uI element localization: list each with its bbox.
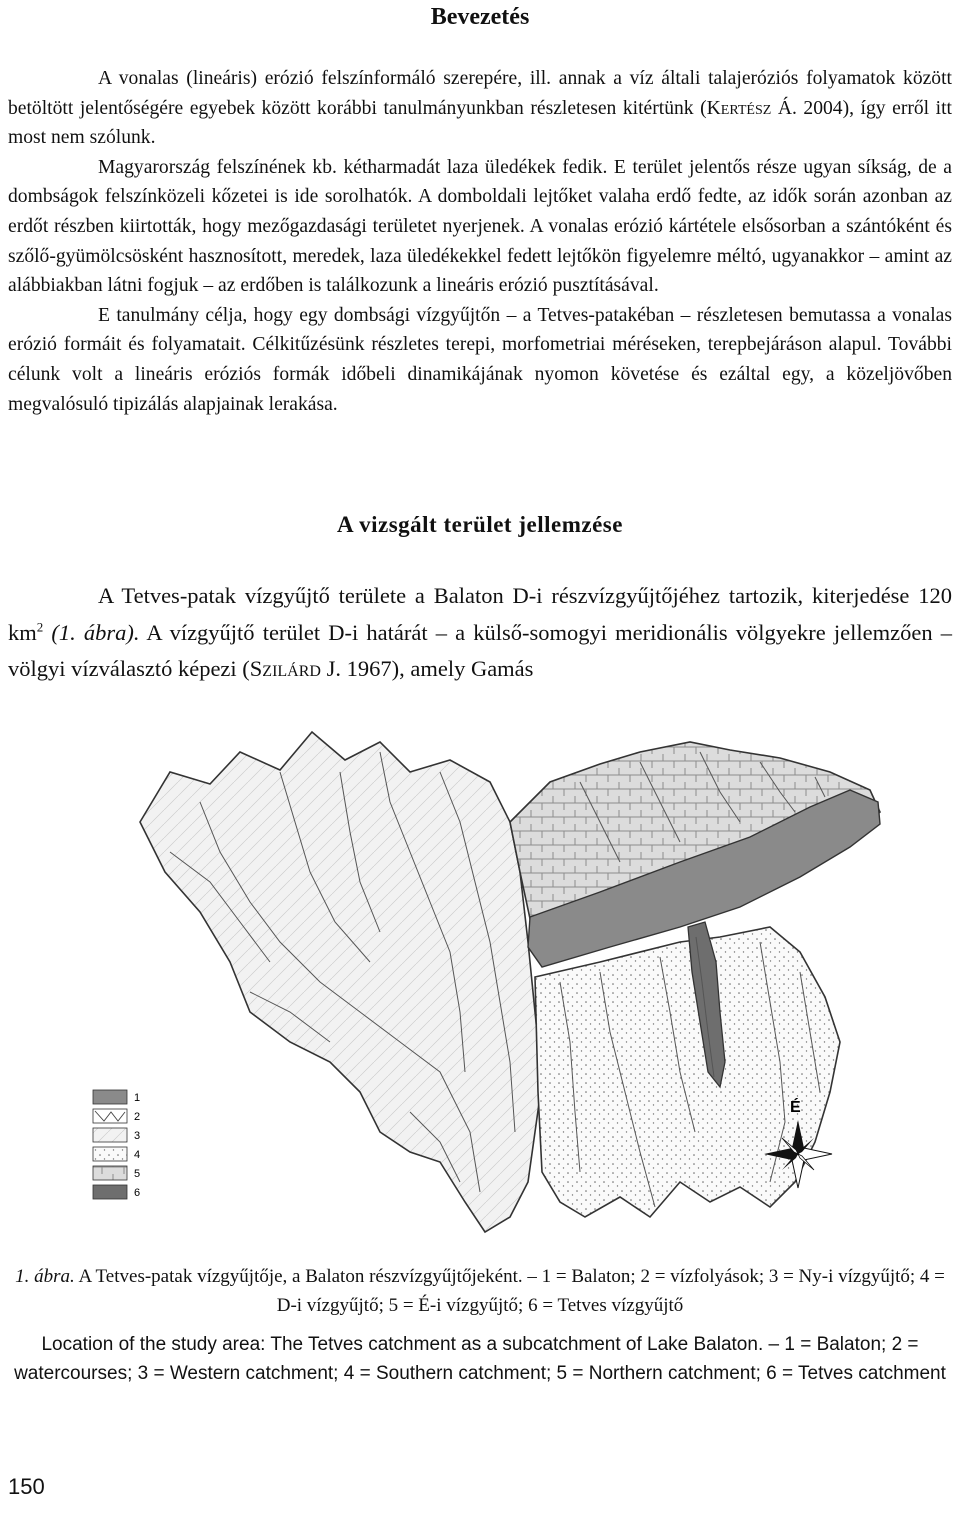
catchment-map-figure (80, 712, 890, 1242)
legend-swatch-balaton (93, 1090, 127, 1104)
intro-paragraph-3: E tanulmány célja, hogy egy dombsági vízgyűjtőn – a Tetves-patakéban – részletesen bemutassa a vonalas erózió formáit és folyamatait. Célkitűzésünk részletes terepi, morfometriai méréseken, terepbejáráson alapul. További célunk volt a lineáris eróziós formák időbeli dinamikájának nyomon követése és ezáltal egy, a közeljövőben megvalósuló tipizálás alapjainak lerakása. (8, 304, 952, 415)
southern-catchment (535, 927, 840, 1217)
study-area-t1: A Tetves-patak vízgyűjtő területe a Balaton D-i részvízgyűjtőjéhez tartozik, kiterjedése 120 km (8, 583, 952, 645)
study-area-t2: A vízgyűjtő terület D-i határát – a külső-somogyi meridionális völgyekre jellemzően – völgyi vízválasztó képezi ( (8, 619, 952, 681)
study-area-author: Szilárd (249, 656, 321, 681)
western-catchment (140, 732, 542, 1232)
caption-label: 1. ábra. (15, 1266, 75, 1287)
catchment-map (80, 712, 890, 1242)
study-area-text (8, 578, 952, 688)
legend-label-6: 6 (134, 1187, 141, 1199)
legend-swatch-watercourses (93, 1109, 127, 1123)
legend-swatch-tetves (93, 1185, 127, 1199)
intro-text (8, 64, 952, 419)
legend (93, 1090, 140, 1199)
legend-label-1: 1 (134, 1092, 141, 1104)
heading-intro: Bevezetés (430, 4, 530, 30)
figure-caption-hungarian (8, 1262, 952, 1320)
intro-p1-text: A vonalas (lineáris) erózió felszínformáló szerepére, ill. annak a víz általi talajeróziós folyamatok között betöltött jelentőségére egyebek között korábbi tanulmányunkban részletesen kitértünk ( (8, 68, 952, 119)
figure-ref: (1. ábra). (43, 619, 140, 645)
intro-p1-author: Kertész (706, 97, 772, 119)
legend-label-2: 2 (134, 1111, 141, 1123)
caption-text: A Tetves-patak vízgyűjtője, a Balaton részvízgyűjtőjeként. – 1 = Balaton; 2 = vízfolyások; 3 = Ny-i vízgyűjtő; 4 = D-i vízgyűjtő; 5 = É-i vízgyűjtő; 6 = Tetves vízgyűjtő (74, 1266, 945, 1316)
heading-study-area: A vizsgált terület jellemzése (337, 512, 623, 537)
legend-swatch-northern (93, 1166, 127, 1180)
north-label: É (790, 1099, 801, 1116)
study-area-paragraph (8, 578, 952, 688)
legend-label-4: 4 (134, 1149, 141, 1161)
intro-paragraph-2: Magyarország felszínének kb. kétharmadát laza üledékek fedik. E terület jelentős része ugyan síkság, de a dombságok felszínközeli kőzetei is ide sorolhatók. A domboldali lejtőket valaha erdő fedte, az idők során azonban az erdőt részben kiirtották, hogy mezőgazdasági területet nyerjenek. A vonalas erózió kártétele elsősorban a szántóként és szőlő-gyümölcsösként hasznosított, meredek, laza üledékekkel fedett lejtőkön figyelemre méltó, ugyanakkor – amint az alábbiakban látni fogjuk – az erdőben is találkozunk a lineáris erózió pusztításával. (8, 156, 952, 297)
legend-label-5: 5 (134, 1168, 141, 1180)
legend-label-3: 3 (134, 1130, 141, 1142)
intro-paragraph-1 (8, 64, 952, 153)
figure-caption-english: Location of the study area: The Tetves catchment as a subcatchment of Lake Balaton. – 1 = Balaton; 2 = watercourses; 3 = Western catchment; 4 = Southern catchment; 5 = Northern catchment; 6 = Tetves catchment (14, 1334, 946, 1384)
superscript: 2 (36, 619, 44, 634)
legend-swatch-western (93, 1128, 127, 1142)
page-number: 150 (8, 1474, 45, 1499)
intro-p1-text-2: Á. 2004), így erről itt most nem szólunk. (8, 97, 952, 149)
study-area-t2-end: J. 1967), amely Gamás (320, 656, 534, 681)
legend-swatch-southern (93, 1147, 127, 1161)
